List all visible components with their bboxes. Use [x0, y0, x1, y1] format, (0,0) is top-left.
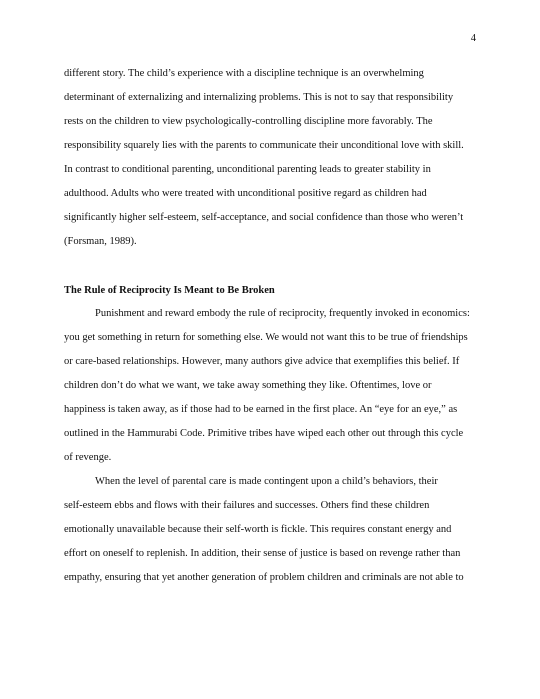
paragraph-line: you get something in return for something else. We would not want this to be true of friendships [64, 332, 468, 343]
paragraph-line: adulthood. Adults who were treated with unconditional positive regard as children had [64, 188, 427, 199]
paragraph-line: When the level of parental care is made contingent upon a child’s behaviors, their [95, 476, 438, 487]
paragraph-line: (Forsman, 1989). [64, 236, 137, 247]
paragraph-line: empathy, ensuring that yet another generation of problem children and criminals are not able to [64, 572, 464, 583]
paragraph-line: or care-based relationships. However, many authors give advice that exemplifies this belief. If [64, 356, 460, 367]
paragraph-line: effort on oneself to replenish. In addition, their sense of justice is based on revenge rather than [64, 548, 461, 559]
paragraph-line: In contrast to conditional parenting, unconditional parenting leads to greater stability in [64, 164, 431, 175]
section-heading: The Rule of Reciprocity Is Meant to Be Broken [64, 285, 275, 296]
paragraph-line: emotionally unavailable because their self-worth is fickle. This requires constant energy and [64, 524, 452, 535]
page-number: 4 [470, 33, 476, 44]
paragraph-line: Punishment and reward embody the rule of reciprocity, frequently invoked in economics: [95, 308, 470, 319]
paragraph-line: significantly higher self-esteem, self-acceptance, and social confidence than those who weren’t [64, 212, 464, 223]
paragraph-line: outlined in the Hammurabi Code. Primitive tribes have wiped each other out through this cycle [64, 428, 464, 439]
paragraph-line: determinant of externalizing and internalizing problems. This is not to say that responsibility [64, 92, 454, 103]
paragraph-line: rests on the children to view psychologically-controlling discipline more favorably. The [64, 116, 433, 127]
paragraph-line: self-esteem ebbs and flows with their failures and successes. Others find these children [64, 500, 430, 511]
paragraph-line: happiness is taken away, as if those had to be earned in the first place. An “eye for an eye,” as [64, 404, 458, 415]
paragraph-line: responsibility squarely lies with the parents to communicate their unconditional love with skill. [64, 140, 464, 151]
paragraph-line: children don’t do what we want, we take away something they like. Oftentimes, love or [64, 380, 432, 391]
paragraph-line: different story. The child’s experience with a discipline technique is an overwhelming [64, 68, 424, 79]
paragraph-line: of revenge. [64, 452, 112, 463]
